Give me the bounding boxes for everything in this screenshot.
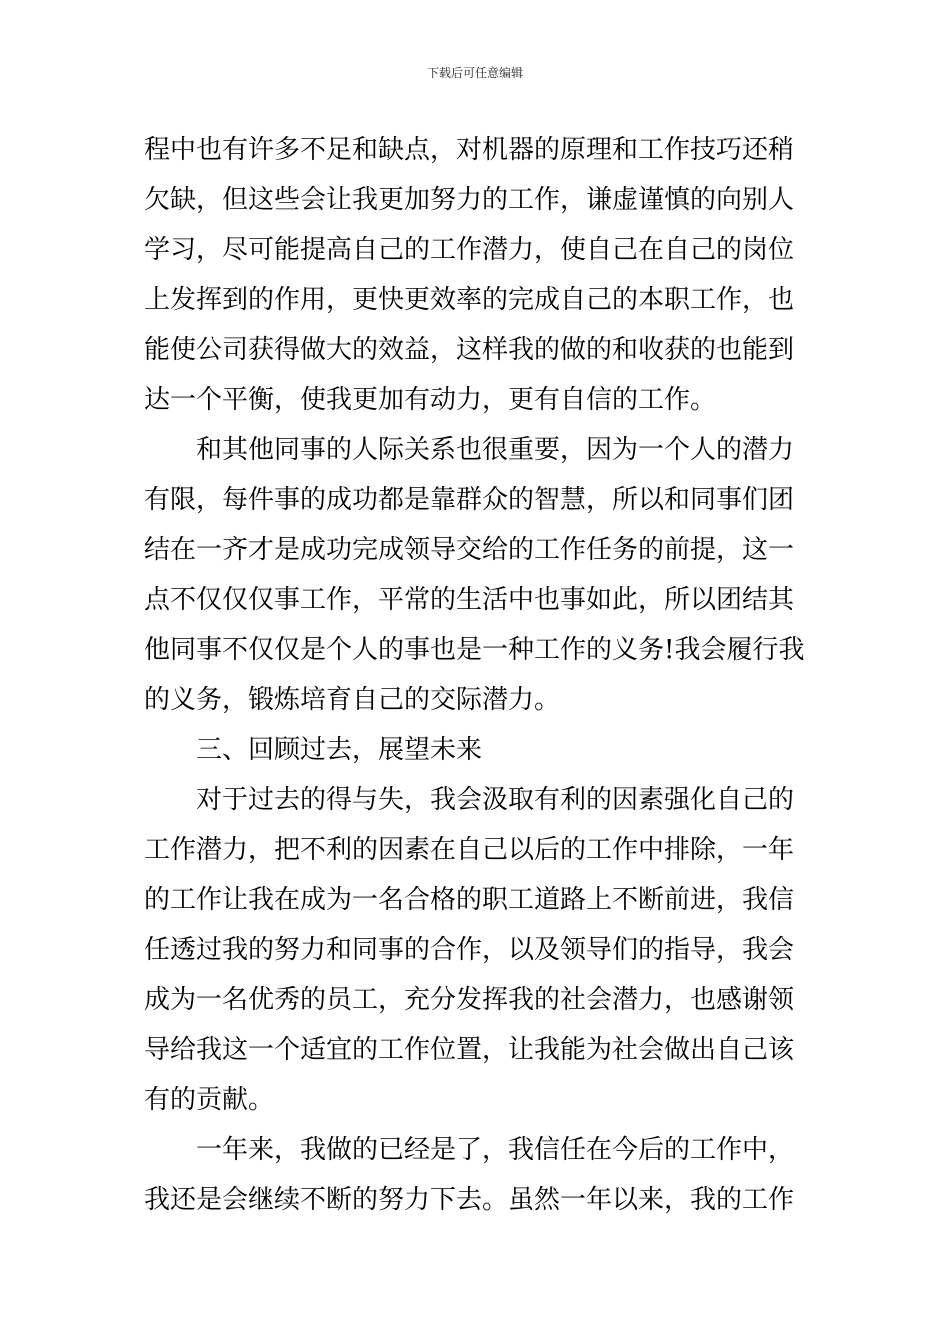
text-line: 的义务，锻炼培育自己的交际潜力。 — [144, 685, 561, 715]
text-line: 的工作让我在成为一名合格的职工道路上不断前进，我信 — [144, 885, 795, 915]
text-line: 导给我这一个适宜的工作位置，让我能为社会做出自己该 — [144, 1035, 795, 1065]
text-line: 有的贡献。 — [144, 1085, 275, 1115]
text-line: 成为一名优秀的员工，充分发挥我的社会潜力，也感谢领 — [144, 985, 795, 1015]
text-line: 任透过我的努力和同事的合作，以及领导们的指导，我会 — [144, 935, 795, 965]
document-body — [144, 125, 808, 1225]
text-line: 达一个平衡，使我更加有动力，更有自信的工作。 — [144, 385, 717, 415]
text-line: 程中也有许多不足和缺点，对机器的原理和工作技巧还稍 — [144, 135, 795, 165]
text-line: 工作潜力，把不利的因素在自己以后的工作中排除，一年 — [144, 835, 795, 865]
text-line: 有限，每件事的成功都是靠群众的智慧，所以和同事们团 — [144, 485, 795, 515]
text-line: 点不仅仅仅事工作，平常的生活中也事如此，所以团结其 — [144, 585, 795, 615]
page-header: 下载后可任意编辑 — [426, 66, 523, 80]
text-line: 欠缺，但这些会让我更加努力的工作，谦虚谨慎的向别人 — [144, 185, 795, 215]
text-line: 我还是会继续不断的努力下去。虽然一年以来，我的工作 — [144, 1185, 795, 1215]
text-line: 他同事不仅仅是个人的事也是一种工作的义务!我会履行我 — [144, 635, 805, 665]
text-line: 上发挥到的作用，更快更效率的完成自己的本职工作，也 — [144, 285, 795, 315]
paragraph-start-line: 一年来，我做的已经是了，我信任在今后的工作中， — [196, 1135, 795, 1165]
text-line: 学习，尽可能提高自己的工作潜力，使自己在自己的岗位 — [144, 235, 795, 265]
text-line: 结在一齐才是成功完成领导交给的工作任务的前提，这一 — [144, 535, 795, 565]
text-line: 能使公司获得做大的效益，这样我的做的和收获的也能到 — [144, 335, 795, 365]
paragraph-start-line: 和其他同事的人际关系也很重要，因为一个人的潜力 — [196, 435, 795, 465]
paragraph-start-line: 对于过去的得与失，我会汲取有利的因素强化自己的 — [196, 785, 795, 815]
section-heading: 三、回顾过去，展望未来 — [196, 735, 483, 765]
